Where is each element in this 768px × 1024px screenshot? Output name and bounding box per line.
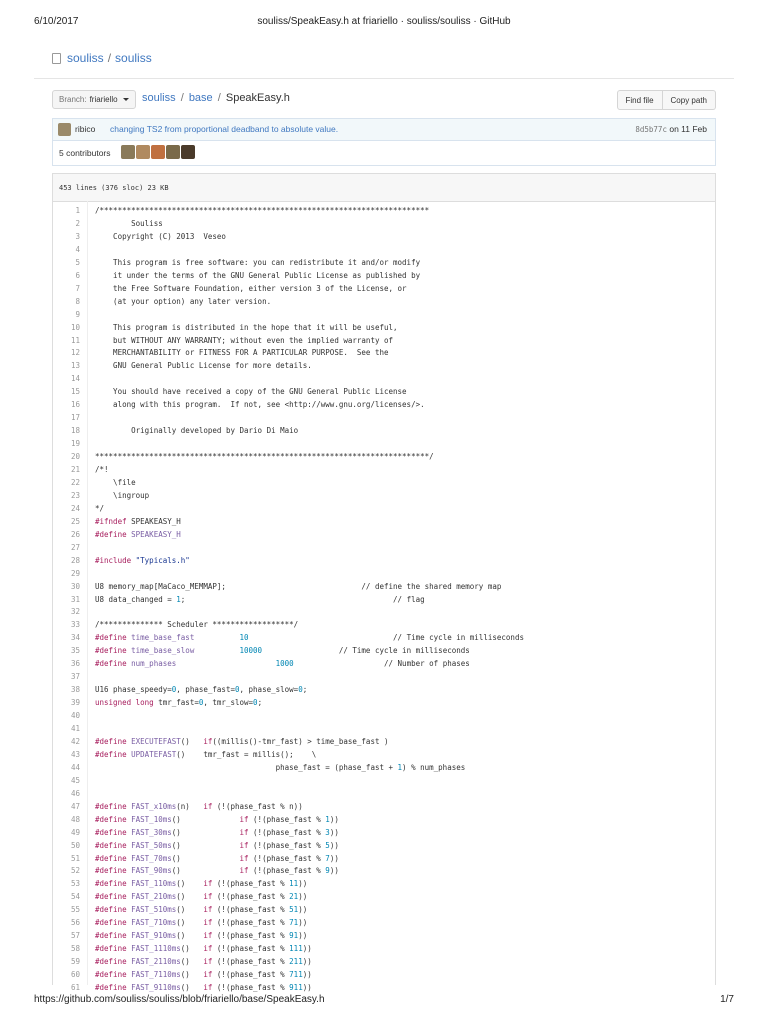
line-number[interactable]: 27 — [70, 542, 80, 552]
line-number[interactable]: 5 — [75, 257, 80, 267]
line-number[interactable]: 34 — [70, 633, 80, 643]
line-number[interactable]: 26 — [70, 529, 80, 539]
code-line — [53, 308, 715, 321]
find-file-button[interactable]: Find file — [617, 90, 663, 110]
line-number[interactable]: 28 — [70, 555, 80, 565]
line-number[interactable]: 39 — [70, 698, 80, 708]
code-line — [53, 683, 715, 696]
code-line — [53, 489, 715, 502]
repo-icon — [52, 53, 61, 64]
print-url: https://github.com/souliss/souliss/blob/friariello/base/SpeakEasy.h — [34, 994, 325, 1005]
breadcrumb-dir-link[interactable]: base — [188, 92, 213, 104]
latest-commit — [53, 119, 715, 141]
contributor-avatar[interactable] — [166, 145, 180, 159]
line-text: \file — [95, 477, 136, 487]
file-navigation — [52, 90, 716, 110]
code-line — [53, 398, 715, 411]
branch-prefix: Branch: — [59, 95, 87, 104]
code-line — [53, 411, 715, 424]
line-text: #define FAST_10ms() if (!(phase_fast % 1)) — [95, 814, 339, 824]
line-number[interactable]: 10 — [70, 322, 80, 332]
code-line — [53, 346, 715, 359]
line-number[interactable]: 17 — [70, 413, 80, 423]
branch-name: friariello — [89, 95, 118, 104]
contributor-avatars — [121, 145, 195, 159]
line-number[interactable]: 45 — [70, 775, 80, 785]
code-line — [53, 605, 715, 618]
line-text: #define time_base_slow 10000 // Time cycle in milliseconds — [95, 646, 470, 656]
code-line — [53, 709, 715, 722]
line-number[interactable]: 15 — [70, 387, 80, 397]
line-text: /************** Scheduler ******************/ — [95, 620, 299, 630]
code-line — [53, 217, 715, 230]
header-divider — [34, 78, 734, 79]
code-line — [53, 890, 715, 903]
code-line — [53, 515, 715, 528]
line-number[interactable]: 30 — [70, 581, 80, 591]
print-page: 1/7 — [720, 994, 734, 1005]
line-number[interactable]: 52 — [70, 866, 80, 876]
line-text: MERCHANTABILITY or FITNESS FOR A PARTICULAR PURPOSE. See the — [95, 348, 389, 358]
line-number[interactable]: 55 — [70, 905, 80, 915]
code-line — [53, 722, 715, 735]
line-number[interactable]: 43 — [70, 749, 80, 759]
line-text: #define SPEAKEASY_H — [95, 529, 181, 539]
line-number[interactable]: 33 — [70, 620, 80, 630]
code-line — [53, 554, 715, 567]
copy-path-button[interactable]: Copy path — [663, 90, 716, 110]
line-number[interactable]: 40 — [70, 711, 80, 721]
line-number[interactable]: 20 — [70, 452, 80, 462]
code-line — [53, 955, 715, 968]
line-number[interactable]: 37 — [70, 672, 80, 682]
commit-tease — [52, 118, 716, 166]
contributor-avatar[interactable] — [151, 145, 165, 159]
line-number[interactable]: 14 — [70, 374, 80, 384]
commit-message[interactable]: changing TS2 from proportional deadband to absolute value. — [110, 124, 339, 134]
code-line — [53, 774, 715, 787]
line-number[interactable]: 11 — [70, 335, 80, 345]
line-number[interactable]: 24 — [70, 503, 80, 513]
code-line — [53, 968, 715, 981]
code-line — [53, 295, 715, 308]
line-number[interactable]: 13 — [70, 361, 80, 371]
code-line — [53, 269, 715, 282]
line-number[interactable]: 31 — [70, 594, 80, 604]
line-text: #define time_base_fast 10 // Time cycle in milliseconds — [95, 633, 524, 643]
line-text: #include "Typicals.h" — [95, 555, 190, 565]
line-number[interactable]: 16 — [70, 400, 80, 410]
line-number[interactable]: 36 — [70, 659, 80, 669]
code-line — [53, 528, 715, 541]
code-line — [53, 929, 715, 942]
line-number[interactable]: 59 — [70, 957, 80, 967]
contributors-count[interactable]: 5 contributors — [59, 148, 111, 158]
line-number[interactable]: 21 — [70, 465, 80, 474]
code-line — [53, 903, 715, 916]
line-number[interactable]: 61 — [70, 983, 80, 992]
code-line — [53, 230, 715, 243]
line-number[interactable]: 9 — [75, 309, 80, 319]
line-number[interactable]: 12 — [70, 348, 80, 358]
code-line — [53, 864, 715, 877]
line-text: but WITHOUT ANY WARRANTY; without even the implied warranty of — [95, 335, 394, 345]
print-header — [34, 16, 734, 30]
repo-separator: / — [107, 51, 112, 65]
code-line — [53, 541, 715, 554]
line-number[interactable]: 47 — [70, 801, 80, 811]
code-view — [53, 201, 715, 992]
line-text: #define FAST_70ms() if (!(phase_fast % 7)) — [95, 853, 339, 863]
line-number[interactable]: 49 — [70, 827, 80, 837]
code-line — [53, 580, 715, 593]
file-info: 453 lines (376 sloc) 23 KB — [59, 184, 169, 192]
line-number[interactable]: 29 — [70, 568, 80, 578]
code-line — [53, 204, 715, 217]
line-text: it under the terms of the GNU General Public License as published by — [95, 270, 421, 280]
line-text: #define FAST_710ms() if (!(phase_fast % 71)) — [95, 918, 308, 928]
line-text: #define FAST_9110ms() if (!(phase_fast % 911)) — [95, 983, 312, 992]
code-line — [53, 657, 715, 670]
code-line — [53, 618, 715, 631]
line-number[interactable]: 57 — [70, 931, 80, 941]
line-text: U8 memory_map[MaCaco_MEMMAP]; // define the shared memory map — [95, 581, 502, 591]
line-text: (at your option) any later version. — [95, 296, 272, 306]
line-text: */ — [95, 503, 105, 513]
contributors — [53, 140, 715, 165]
line-number[interactable]: 4 — [75, 244, 80, 254]
code-line — [53, 942, 715, 955]
line-number[interactable]: 53 — [70, 879, 80, 889]
line-text: GNU General Public License for more details. — [95, 361, 312, 371]
line-text: /************************************************************************* — [95, 206, 430, 215]
line-number[interactable]: 35 — [70, 646, 80, 656]
commit-date: on 11 Feb — [669, 124, 707, 134]
contributor-avatar[interactable] — [121, 145, 135, 159]
line-text: #define FAST_x10ms(n) if (!(phase_fast % n)) — [95, 801, 303, 811]
line-text: #define FAST_210ms() if (!(phase_fast % 21)) — [95, 892, 308, 902]
line-text: #ifndef SPEAKEASY_H — [95, 516, 181, 526]
line-number[interactable]: 19 — [70, 439, 80, 449]
line-text: /*! — [95, 465, 109, 474]
line-text: This program is free software: you can redistribute it and/or modify — [95, 257, 421, 267]
line-number[interactable]: 32 — [70, 607, 80, 617]
file-actions — [617, 90, 716, 110]
repo-name-link[interactable]: souliss — [115, 51, 152, 65]
code-line — [53, 800, 715, 813]
line-text: #define num_phases 1000 // Number of phases — [95, 659, 470, 669]
code-line — [53, 359, 715, 372]
code-line — [53, 631, 715, 644]
line-text: Copyright (C) 2013 Veseo — [95, 231, 226, 241]
line-number[interactable]: 8 — [75, 296, 80, 306]
code-line — [53, 877, 715, 890]
breadcrumb-repo-link[interactable]: souliss — [142, 92, 176, 104]
line-text: phase_fast = (phase_fast + 1) % num_phases — [95, 762, 466, 772]
code-line — [53, 670, 715, 683]
code-line — [53, 839, 715, 852]
code-line — [53, 981, 715, 994]
line-text: U16 phase_speedy=0, phase_fast=0, phase_slow=0; — [95, 685, 308, 695]
line-text: \ingroup — [95, 490, 150, 500]
code-line — [53, 256, 715, 269]
contributor-avatar[interactable] — [136, 145, 150, 159]
line-text: #define FAST_2110ms() if (!(phase_fast % 211)) — [95, 957, 312, 967]
commit-sha[interactable]: 8d5b77c — [635, 125, 667, 134]
code-line — [53, 735, 715, 748]
code-line — [53, 916, 715, 929]
line-number[interactable]: 54 — [70, 892, 80, 902]
line-number[interactable]: 42 — [70, 736, 80, 746]
line-text: This program is distributed in the hope that it will be useful, — [95, 322, 398, 332]
repo-header — [52, 51, 152, 65]
line-number[interactable]: 46 — [70, 788, 80, 798]
code-line — [53, 437, 715, 450]
code-line — [53, 567, 715, 580]
code-line — [53, 696, 715, 709]
line-text: Souliss — [95, 218, 163, 228]
line-number[interactable]: 1 — [75, 206, 80, 215]
code-line — [53, 282, 715, 295]
line-number[interactable]: 60 — [70, 970, 80, 980]
line-text: **************************************************************************/ — [95, 452, 434, 462]
line-number[interactable]: 2 — [75, 218, 80, 228]
line-text: #define UPDATEFAST() tmr_fast = millis(); \ — [95, 749, 317, 759]
line-text: #define FAST_1110ms() if (!(phase_fast % 111)) — [95, 944, 312, 954]
line-text: #define FAST_510ms() if (!(phase_fast % 51)) — [95, 905, 308, 915]
line-text: U8 data_changed = 1; // flag — [95, 594, 425, 604]
code-line — [53, 748, 715, 761]
caret-down-icon — [123, 98, 129, 101]
contributor-avatar[interactable] — [181, 145, 195, 159]
code-line — [53, 243, 715, 256]
code-line — [53, 334, 715, 347]
line-text: #define FAST_910ms() if (!(phase_fast % 91)) — [95, 931, 308, 941]
line-text: the Free Software Foundation, either version 3 of the License, or — [95, 283, 407, 293]
line-number[interactable]: 7 — [75, 283, 80, 293]
line-number[interactable]: 25 — [70, 516, 80, 526]
branch-select-button[interactable] — [52, 90, 136, 109]
line-number[interactable]: 6 — [75, 270, 80, 280]
code-line — [53, 450, 715, 463]
repo-owner-link[interactable]: souliss — [67, 51, 104, 65]
print-title: souliss/SpeakEasy.h at friariello · souliss/souliss · GitHub — [257, 16, 511, 27]
commit-meta — [635, 124, 707, 134]
code-line — [53, 852, 715, 865]
line-text: Originally developed by Dario Di Maio — [95, 426, 299, 436]
code-line — [53, 463, 715, 476]
code-line — [53, 813, 715, 826]
line-text: #define FAST_30ms() if (!(phase_fast % 3)) — [95, 827, 339, 837]
line-number[interactable]: 56 — [70, 918, 80, 928]
line-number[interactable]: 48 — [70, 814, 80, 824]
breadcrumb: souliss / base / SpeakEasy.h — [142, 92, 290, 104]
line-number[interactable]: 51 — [70, 853, 80, 863]
line-text: #define FAST_110ms() if (!(phase_fast % 11)) — [95, 879, 308, 889]
code-line — [53, 424, 715, 437]
line-number[interactable]: 18 — [70, 426, 80, 436]
code-line — [53, 593, 715, 606]
commit-author[interactable]: ribico — [75, 124, 96, 134]
line-text: #define FAST_7110ms() if (!(phase_fast % 711)) — [95, 970, 312, 980]
line-number[interactable]: 3 — [75, 231, 80, 241]
line-number[interactable]: 38 — [70, 685, 80, 695]
line-text: unsigned long tmr_fast=0, tmr_slow=0; — [95, 698, 263, 708]
print-footer — [34, 994, 734, 1008]
code-line — [53, 502, 715, 515]
code-line — [53, 476, 715, 489]
file-header — [53, 174, 715, 202]
file-content — [52, 173, 716, 992]
breadcrumb-file: SpeakEasy.h — [225, 92, 290, 104]
code-line — [53, 385, 715, 398]
line-text: You should have received a copy of the GNU General Public License — [95, 387, 407, 397]
line-number[interactable]: 22 — [70, 477, 80, 487]
author-avatar[interactable] — [58, 123, 71, 136]
code-line — [53, 644, 715, 657]
line-number[interactable]: 58 — [70, 944, 80, 954]
line-number[interactable]: 44 — [70, 762, 80, 772]
line-text: #define FAST_50ms() if (!(phase_fast % 5)) — [95, 840, 339, 850]
code-line — [53, 321, 715, 334]
line-text: #define FAST_90ms() if (!(phase_fast % 9)) — [95, 866, 339, 876]
line-number[interactable]: 41 — [70, 724, 80, 733]
code-line — [53, 761, 715, 774]
code-line — [53, 372, 715, 385]
line-text: along with this program. If not, see <http://www.gnu.org/licenses/>. — [95, 400, 425, 410]
code-line — [53, 826, 715, 839]
print-date: 6/10/2017 — [34, 16, 79, 27]
line-text: #define EXECUTEFAST() if((millis()-tmr_fast) > time_base_fast ) — [95, 736, 389, 746]
line-number[interactable]: 50 — [70, 840, 80, 850]
code-line — [53, 787, 715, 800]
line-number[interactable]: 23 — [70, 490, 80, 500]
